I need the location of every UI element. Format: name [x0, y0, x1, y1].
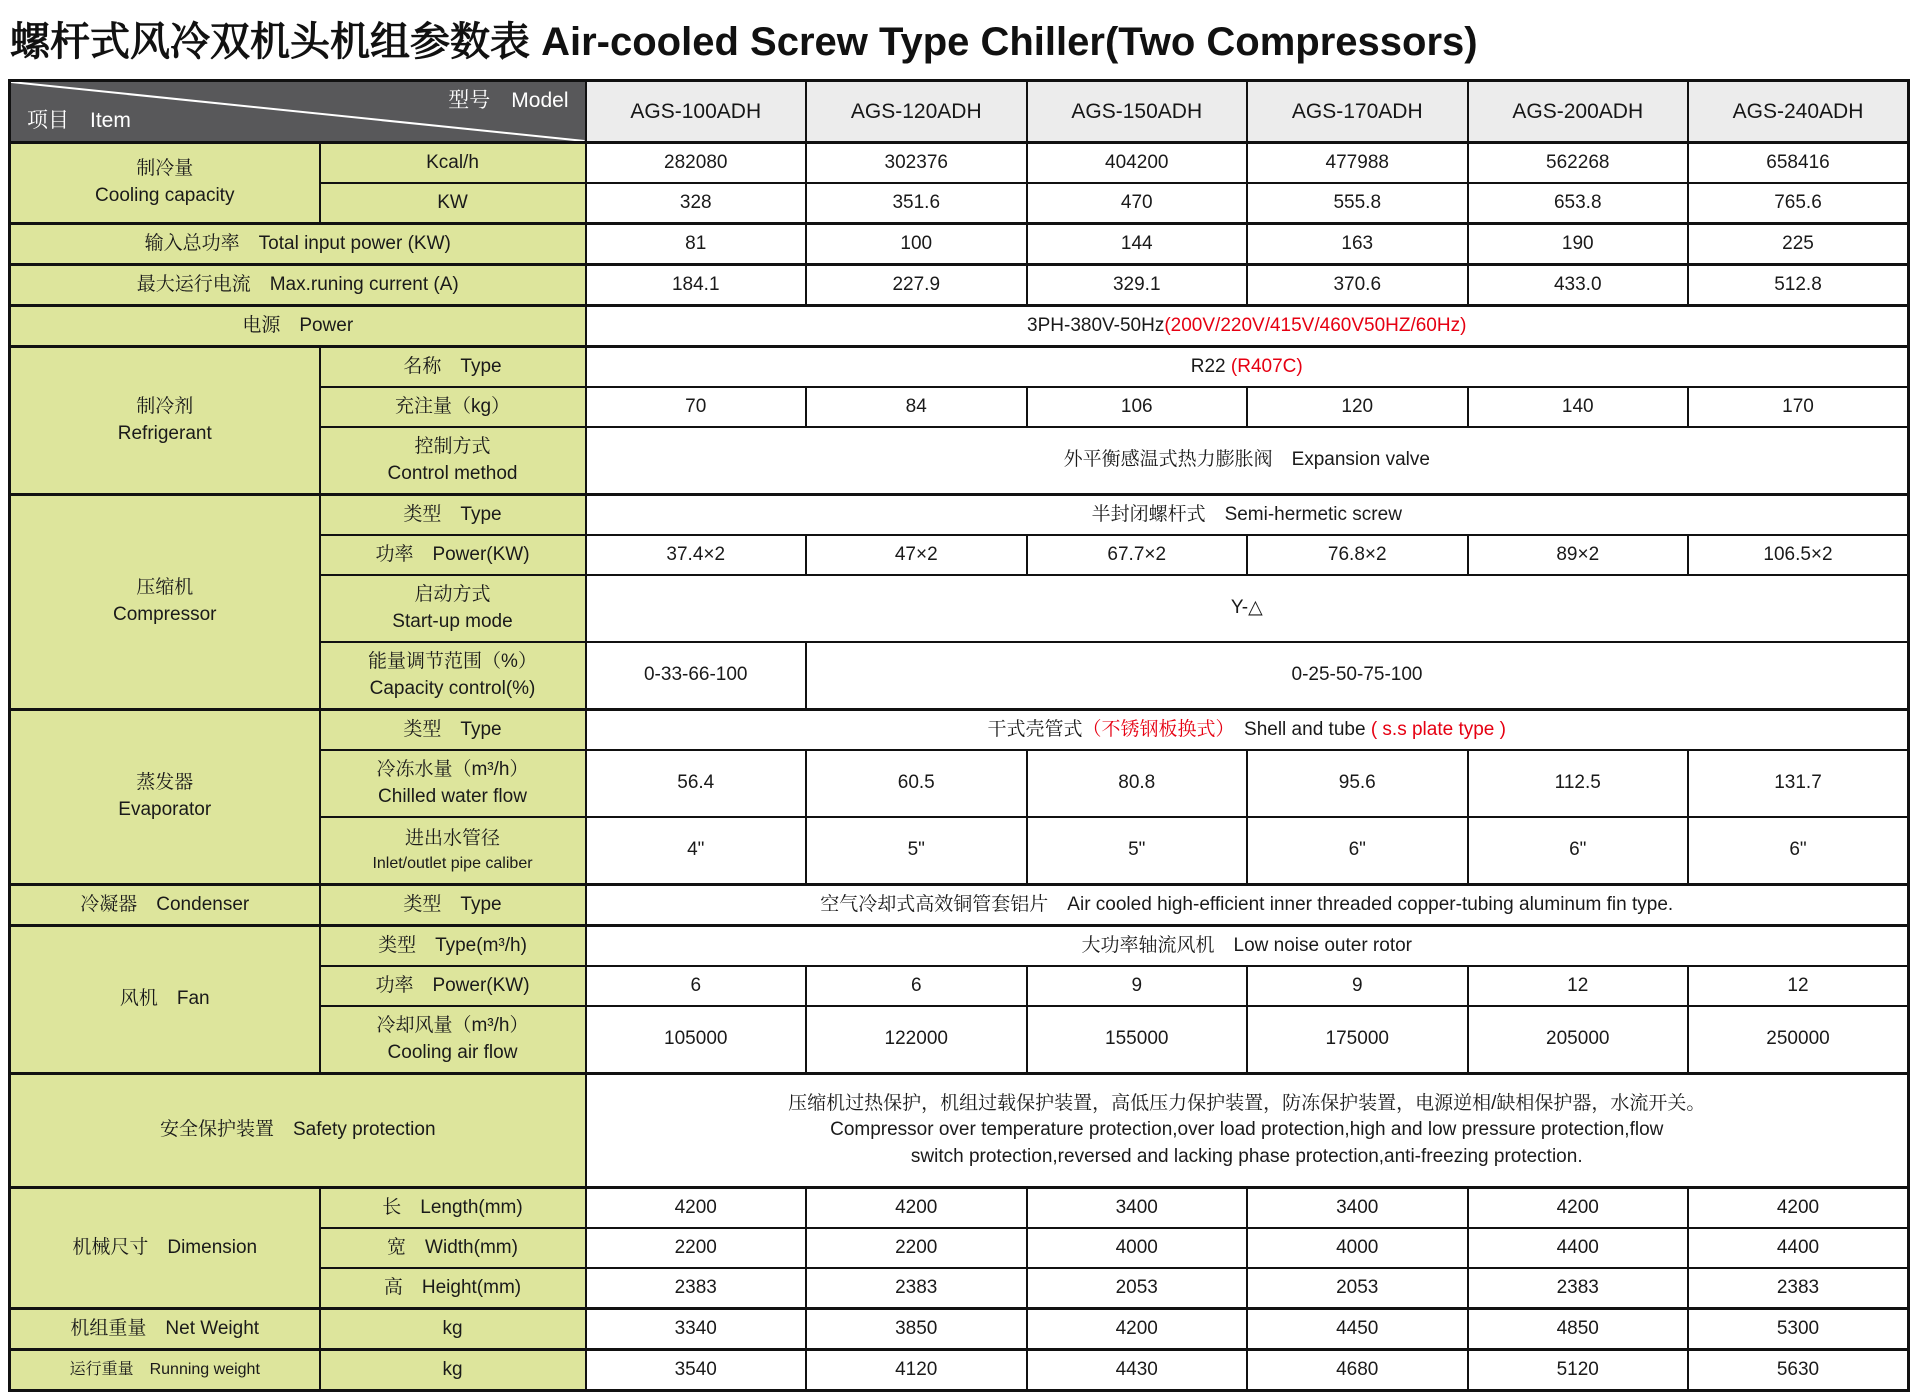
value-cell: 5300 [1688, 1309, 1909, 1350]
label-cell: 压缩机 Compressor [10, 495, 320, 710]
value-cell: 4430 [1027, 1350, 1248, 1391]
table-row [10, 224, 1909, 265]
label-cell: 电源 Power [10, 306, 586, 347]
model-header-cell: AGS-200ADH [1468, 81, 1689, 143]
label-cell: 最大运行电流 Max.runing current (A) [10, 265, 586, 306]
value-cell: 140 [1468, 387, 1689, 427]
value-cell: 5120 [1468, 1350, 1689, 1391]
value-cell: 4120 [806, 1350, 1027, 1391]
table-row [10, 1309, 1909, 1350]
value-cell: 2200 [806, 1228, 1027, 1268]
value-cell: 9 [1027, 966, 1248, 1006]
value-cell: 4000 [1247, 1228, 1468, 1268]
value-cell: 70 [586, 387, 807, 427]
label-cell: 高 Height(mm) [320, 1268, 586, 1309]
model-header-cell: AGS-170ADH [1247, 81, 1468, 143]
value-cell: 4850 [1468, 1309, 1689, 1350]
value-cell: 2200 [586, 1228, 807, 1268]
table-row [10, 143, 1909, 184]
label-cell: 风机 Fan [10, 926, 320, 1074]
label-cell: 运行重量 Running weight [10, 1350, 320, 1391]
value-cell: 4400 [1468, 1228, 1689, 1268]
label-cell: 蒸发器 Evaporator [10, 710, 320, 885]
value-cell: 56.4 [586, 750, 807, 817]
value-cell: 4200 [806, 1188, 1027, 1229]
value-cell: 3340 [586, 1309, 807, 1350]
label-cell: 输入总功率 Total input power (KW) [10, 224, 586, 265]
value-cell: 227.9 [806, 265, 1027, 306]
value-cell: 562268 [1468, 143, 1689, 184]
label-cell: 类型 Type [320, 495, 586, 536]
value-cell: 351.6 [806, 183, 1027, 224]
value-cell: 12 [1468, 966, 1689, 1006]
value-cell: 6 [586, 966, 807, 1006]
table-row [10, 347, 1909, 388]
value-cell: 95.6 [1247, 750, 1468, 817]
value-cell: 60.5 [806, 750, 1027, 817]
model-header-cell: AGS-100ADH [586, 81, 807, 143]
label-cell: 类型 Type [320, 710, 586, 751]
value-cell: 4" [586, 817, 807, 885]
value-cell: 2383 [586, 1268, 807, 1309]
value-cell: 131.7 [1688, 750, 1909, 817]
value-cell: 空气冷却式高效铜管套铝片 Air cooled high-efficient inner threaded copper-tubing aluminum fin type. [586, 885, 1909, 926]
value-cell: 404200 [1027, 143, 1248, 184]
table-row [10, 885, 1909, 926]
value-cell: 3PH-380V-50Hz(200V/220V/415V/460V50HZ/60Hz) [586, 306, 1909, 347]
table-row [10, 265, 1909, 306]
value-cell: 压缩机过热保护，机组过载保护装置，高低压力保护装置，防冻保护装置，电源逆相/缺相保护器，水流开关。 Compressor over temperature protection,over load protection,high and low pressure protection,flow switch protection,reversed and lacking phase protection,anti-freezing protection. [586, 1074, 1909, 1188]
value-cell: 3400 [1247, 1188, 1468, 1229]
value-cell: 144 [1027, 224, 1248, 265]
value-cell: 184.1 [586, 265, 807, 306]
table-row [10, 1188, 1909, 1229]
table-row [10, 306, 1909, 347]
value-cell: 120 [1247, 387, 1468, 427]
value-cell: 106 [1027, 387, 1248, 427]
value-cell: 6" [1247, 817, 1468, 885]
value-cell: 47×2 [806, 535, 1027, 575]
label-cell: 能量调节范围（%） Capacity control(%) [320, 642, 586, 710]
value-cell: 2383 [1468, 1268, 1689, 1309]
value-cell: 84 [806, 387, 1027, 427]
spec-table-body [10, 143, 1909, 1391]
value-cell: 0-25-50-75-100 [806, 642, 1909, 710]
value-cell: 4200 [1027, 1309, 1248, 1350]
value-cell: 89×2 [1468, 535, 1689, 575]
value-cell: 2383 [1688, 1268, 1909, 1309]
label-cell: 充注量（kg） [320, 387, 586, 427]
value-cell: 205000 [1468, 1006, 1689, 1074]
value-cell: Y-△ [586, 575, 1909, 642]
value-cell: 765.6 [1688, 183, 1909, 224]
value-cell: 282080 [586, 143, 807, 184]
label-cell: 功率 Power(KW) [320, 966, 586, 1006]
value-cell: 67.7×2 [1027, 535, 1248, 575]
table-row [10, 1074, 1909, 1188]
table-row [10, 495, 1909, 536]
value-cell: 106.5×2 [1688, 535, 1909, 575]
value-cell: 6" [1688, 817, 1909, 885]
value-cell: 76.8×2 [1247, 535, 1468, 575]
value-cell: 半封闭螺杆式 Semi-hermetic screw [586, 495, 1909, 536]
label-cell: 类型 Type [320, 885, 586, 926]
label-cell: 功率 Power(KW) [320, 535, 586, 575]
value-cell: 155000 [1027, 1006, 1248, 1074]
label-cell: 宽 Width(mm) [320, 1228, 586, 1268]
value-cell: 6" [1468, 817, 1689, 885]
label-cell: 控制方式 Control method [320, 427, 586, 495]
value-cell: 100 [806, 224, 1027, 265]
value-cell: 6 [806, 966, 1027, 1006]
label-cell: kg [320, 1350, 586, 1391]
value-cell: 225 [1688, 224, 1909, 265]
value-cell: 3850 [806, 1309, 1027, 1350]
label-cell: 进出水管径 Inlet/outlet pipe caliber [320, 817, 586, 885]
table-row [10, 926, 1909, 967]
value-cell: 12 [1688, 966, 1909, 1006]
value-cell: 250000 [1688, 1006, 1909, 1074]
value-cell: 302376 [806, 143, 1027, 184]
value-cell: 4400 [1688, 1228, 1909, 1268]
value-cell: R22 (R407C) [586, 347, 1909, 388]
value-cell: 328 [586, 183, 807, 224]
value-cell: 4680 [1247, 1350, 1468, 1391]
model-header-cell: AGS-150ADH [1027, 81, 1248, 143]
value-cell: 81 [586, 224, 807, 265]
value-cell: 477988 [1247, 143, 1468, 184]
value-cell: 370.6 [1247, 265, 1468, 306]
label-cell: 制冷剂 Refrigerant [10, 347, 320, 495]
table-row [10, 1350, 1909, 1391]
value-cell: 大功率轴流风机 Low noise outer rotor [586, 926, 1909, 967]
value-cell: 0-33-66-100 [586, 642, 807, 710]
value-cell: 163 [1247, 224, 1468, 265]
label-cell: 机组重量 Net Weight [10, 1309, 320, 1350]
value-cell: 105000 [586, 1006, 807, 1074]
value-cell: 470 [1027, 183, 1248, 224]
value-cell: 190 [1468, 224, 1689, 265]
value-cell: 4000 [1027, 1228, 1248, 1268]
value-cell: 4450 [1247, 1309, 1468, 1350]
label-cell: 机械尺寸 Dimension [10, 1188, 320, 1309]
value-cell: 2053 [1027, 1268, 1248, 1309]
value-cell: 512.8 [1688, 265, 1909, 306]
label-cell: 类型 Type(m³/h) [320, 926, 586, 967]
model-header-row [10, 81, 1909, 143]
value-cell: 653.8 [1468, 183, 1689, 224]
spec-table [8, 79, 1910, 1392]
label-cell: 冷冻水量（m³/h） Chilled water flow [320, 750, 586, 817]
label-cell: kg [320, 1309, 586, 1350]
value-cell: 37.4×2 [586, 535, 807, 575]
value-cell: 干式壳管式（不锈钢板换式） Shell and tube ( s.s plate type ) [586, 710, 1909, 751]
model-header-cell: AGS-120ADH [806, 81, 1027, 143]
value-cell: 2053 [1247, 1268, 1468, 1309]
page-title: 螺杆式风冷双机头机组参数表 Air-cooled Screw Type Chiller(Two Compressors) [10, 20, 1478, 64]
label-cell: 冷却风量（m³/h） Cooling air flow [320, 1006, 586, 1074]
value-cell: 658416 [1688, 143, 1909, 184]
value-cell: 9 [1247, 966, 1468, 1006]
value-cell: 555.8 [1247, 183, 1468, 224]
label-cell: Kcal/h [320, 143, 586, 184]
value-cell: 3400 [1027, 1188, 1248, 1229]
label-cell: 安全保护装置 Safety protection [10, 1074, 586, 1188]
value-cell: 5" [1027, 817, 1248, 885]
value-cell: 外平衡感温式热力膨胀阀 Expansion valve [586, 427, 1909, 495]
value-cell: 433.0 [1468, 265, 1689, 306]
label-cell: 制冷量 Cooling capacity [10, 143, 320, 224]
label-cell: KW [320, 183, 586, 224]
corner-model-label: 型号 Model [448, 89, 569, 112]
corner-item-label: 项目 Item [27, 108, 131, 132]
value-cell: 80.8 [1027, 750, 1248, 817]
table-row [10, 710, 1909, 751]
value-cell: 4200 [586, 1188, 807, 1229]
value-cell: 170 [1688, 387, 1909, 427]
label-cell: 冷凝器 Condenser [10, 885, 320, 926]
value-cell: 5630 [1688, 1350, 1909, 1391]
value-cell: 175000 [1247, 1006, 1468, 1074]
value-cell: 122000 [806, 1006, 1027, 1074]
value-cell: 329.1 [1027, 265, 1248, 306]
value-cell: 4200 [1468, 1188, 1689, 1229]
label-cell: 长 Length(mm) [320, 1188, 586, 1229]
label-cell: 名称 Type [320, 347, 586, 388]
model-header-cell: AGS-240ADH [1688, 81, 1909, 143]
value-cell: 5" [806, 817, 1027, 885]
value-cell: 112.5 [1468, 750, 1689, 817]
value-cell: 4200 [1688, 1188, 1909, 1229]
label-cell: 启动方式 Start-up mode [320, 575, 586, 642]
corner-header-cell [10, 81, 586, 143]
value-cell: 2383 [806, 1268, 1027, 1309]
value-cell: 3540 [586, 1350, 807, 1391]
